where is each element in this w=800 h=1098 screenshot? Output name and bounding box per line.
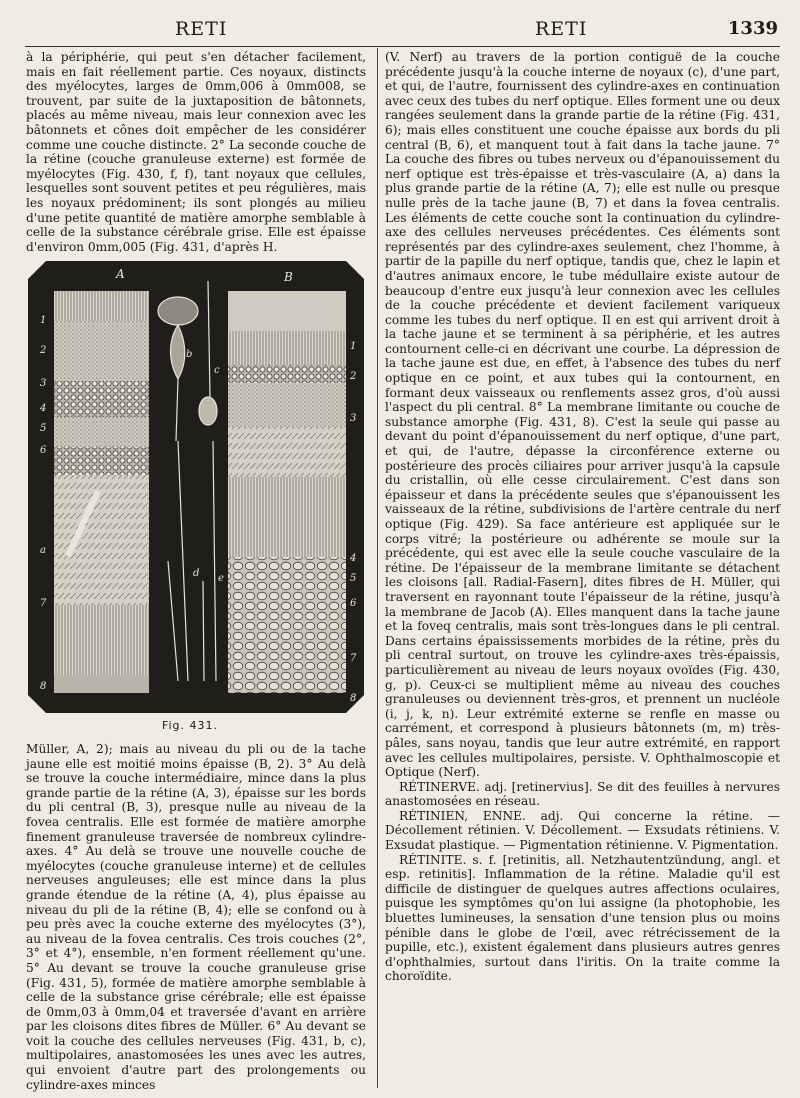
label-c-cell: c bbox=[214, 365, 220, 376]
header-rule bbox=[25, 46, 780, 47]
label-b6: 6 bbox=[350, 598, 357, 609]
paragraph: Müller, A, 2); mais au niveau du pli ou de la tache jaune elle est moitié moins épaisse (B, 2). 3° Au delà se trouve la couche intermédiaire, mince dans la plus grande partie de la rétine (A, 3), épaisse sur les bords du pli central (B, 3), presque nulle au niveau de la fovea centralis. Elle est formée de matière amorphe finement granuleuse traversée de nombreux cylindre-axes. 4° Au delà se trouve une nouvelle couche de myélocytes (couche granuleuse interne) et de cellules nerveuses anguleuses; elle est mince dans la plus grande étendue de la rétine (A, 4), plus épaisse au niveau du pli de la rétine (B, 4); elle se confond ou à peu près avec la couche externe des myélocytes (3°), au niveau de la fovea centralis. Ces trois couches (2°, 3° et 4°), ensemble, n'en forment réellement qu'une. 5° Au devant se trouve la couche granuleuse grise (Fig. 431, 5), formée de matière amorphe semblable à celle de la substance grise cérébrale; elle est épaisse de 0mm,03 à 0mm,04 et traversée d'avant en arrière par les cloisons dites fibres de Müller. 6° Au devant se voit la couche des cellules nerveuses (Fig. 431, b, c), multipolaires, anastomosées les unes avec les autres, qui envoient d'autre part des prolongements ou cylindre-axes minces bbox=[26, 742, 366, 1092]
paragraph: à la périphérie, qui peut s'en détacher facilement, mais en fait réellement partie. Ces noyaux, distincts des myélocytes, larges de 0mm,006 à 0mm008, se trouvent, par suite de la juxtaposition de bâtonnets, placés au même niveau, mais leur connexion avec les bâtonnets et cônes doit empêcher de les considérer comme une couche distincte. 2° La seconde couche de la rétine (couche granuleuse externe) est formée de myélocytes (Fig. 430, f, f), tant noyaux que cellules, lesquelles sont souvent petites et peu régulières, mais les noyaux prédominent; ils sont plongés au milieu d'une petite quantité de matière amorphe semblable à celle de la substance cérébrale grise. Elle est épaisse d'environ 0mm,005 (Fig. 431, d'après H. bbox=[26, 50, 366, 254]
right-column-text bbox=[385, 50, 780, 984]
label-b1: 1 bbox=[350, 341, 357, 352]
retina-engraving bbox=[28, 261, 364, 713]
entry-retinite: RÉTINITE. s. f. [retinitis, all. Netzhautentzündung, angl. et esp. retinitis]. Inflammation de la rétine. Maladie qu'il est difficile de distinguer de quelques autres affections oculaires, puisque les symptômes qu'on lui assigne (la photophobie, les bluettes lumineuses, la sensation d'une tension plus ou moins pénible dans le globe de l'œil, avec rétrécissement de la pupille, etc.), existent également dans plusieurs autres genres d'ophthalmies, surtout dans l'iritis. On la traite comme la choroïdite. bbox=[385, 852, 780, 984]
page-header bbox=[0, 18, 800, 46]
label-d-cell: d bbox=[193, 568, 200, 579]
running-head-left: RETI bbox=[175, 18, 228, 40]
left-column-top-text bbox=[26, 50, 366, 254]
panel-b-label: B bbox=[284, 270, 293, 284]
label-e-cell: e bbox=[218, 573, 224, 584]
label-a: a bbox=[40, 545, 46, 556]
label-7: 7 bbox=[40, 598, 47, 609]
panel-a-label: A bbox=[116, 267, 125, 281]
running-head-right: RETI bbox=[535, 18, 588, 40]
label-b4: 4 bbox=[350, 553, 357, 564]
label-b7: 7 bbox=[350, 653, 357, 664]
paragraph: (V. Nerf) au travers de la portion contiguë de la couche précédente jusqu'à la couche interne de noyaux (c), d'une part, et qui, de l'autre, fournissent des cylindre-axes en continuation avec ceux des tubes du nerf optique. Elles forment une ou deux rangées seulement dans la grande partie de la rétine (Fig. 431, 6); mais elles constituent une couche épaisse aux bords du pli central (B, 6), et manquent tout à fait dans la tache jaune. 7° La couche des fibres ou tubes nerveux ou d'épanouissement du nerf optique est très-épaisse et très-vasculaire (A, a) dans la plus grande partie de la rétine (A, 7); elle est nulle ou presque nulle près de la tache jaune (B, 7) et dans la fovea centralis. Les éléments de cette couche sont la continuation du cylindre-axe des cellules nerveuses précédentes. Ces éléments sont représentés par des cylindre-axes seulement, chez l'homme, à partir de la papille du nerf optique, tandis que, chez le lapin et d'autres animaux encore, le tube médullaire existe autour de beaucoup d'entre eux jusqu'à leur connexion avec les cellules de la couche précédente et devient facilement variqueux comme les tubes du nerf optique. Il en est qui arrivent droit à la tache jaune et se terminent à sa périphérie, et les autres contournent celle-ci en décrivant une courbe. La dépression de la tache jaune est due, en effet, à l'absence des tubes du nerf optique en ce point, et aux tubes qui la contournent, en formant deux vaisseaux ou renflements assez gros, d'où aussi l'aspect du pli central. 8° La membrane limitante ou couche de substance amorphe (Fig. 431, 8). C'est la seule qui passe au devant du point d'épanouissement du nerf optique, d'une part, et qui, de l'autre, dépasse la circonférence externe ou postérieure des procès ciliaires pour arriver jusqu'à la capsule du cristallin, où elle cesse circulairement. C'est dans son épaisseur et dans la précédente seules que s'épanouissent les vaisseaux de la rétine, subdivisions de l'artère centrale du nerf optique (Fig. 429). Sa face antérieure est appliquée sur le corps vitré; la postérieure ou adhérente se moule sur la précédente, qui est avec elle la seule couche vasculaire de la rétine. De l'épaisseur de la membrane limitante se détachent les cloisons [all. Radial-Fasern], dites fibres de H. Müller, qui traversent en rayonnant toute l'épaisseur de la rétine, jusqu'à la membrane de Jacob (A). Elles manquent dans la tache jaune et la foveq centralis, mais sont très-longues dans le pli central. Dans certains épaississements morbides de la rétine, près du pli central surtout, on trouve les cylindre-axes très-épaissis, particulièrement au niveau de leurs noyaux ovoïdes (Fig. 430, g, p). Ceux-ci se multiplient même au niveau des couches granuleuses ou deviennent très-gros, et prennent un nucléole (i, j, k, n). Leur extrémité externe se renfle en masse ou carrément, et correspond à plusieurs bâtonnets (m, m) très-pâles, sans noyau, tandis que leur autre extrémité, en rapport avec les cellules multipolaires, persiste. V. Ophthalmoscopie et Optique (Nerf). bbox=[385, 50, 780, 780]
label-b-cell: b bbox=[186, 349, 193, 360]
left-column-bottom-text bbox=[26, 742, 366, 1092]
label-1: 1 bbox=[40, 315, 47, 326]
label-b8: 8 bbox=[350, 693, 357, 704]
label-8: 8 bbox=[40, 681, 47, 692]
label-2: 2 bbox=[40, 345, 47, 356]
label-b2: 2 bbox=[350, 371, 357, 382]
label-4: 4 bbox=[40, 403, 47, 414]
page-number: 1339 bbox=[727, 18, 778, 39]
label-b5: 5 bbox=[350, 573, 357, 584]
entry-retinerve: RÉTINERVE. adj. [retinervius]. Se dit des feuilles à nervures anastomosées en réseau. bbox=[385, 779, 780, 809]
label-b3: 3 bbox=[350, 413, 357, 424]
label-6: 6 bbox=[40, 445, 47, 456]
retina-figure-431 bbox=[28, 261, 364, 713]
panel-b bbox=[228, 291, 346, 693]
column-divider bbox=[377, 48, 378, 1088]
label-5: 5 bbox=[40, 423, 47, 434]
entry-retinien: RÉTINIEN, ENNE. adj. Qui concerne la rétine. — Décollement rétinien. V. Décollement. — Exsudats rétiniens. V. Exsudat plastique. — Pigmentation rétinienne. V. Pigmentation. bbox=[385, 808, 780, 853]
figure-caption: Fig. 431. bbox=[161, 719, 219, 732]
label-3: 3 bbox=[40, 378, 47, 389]
panel-a bbox=[54, 291, 149, 693]
